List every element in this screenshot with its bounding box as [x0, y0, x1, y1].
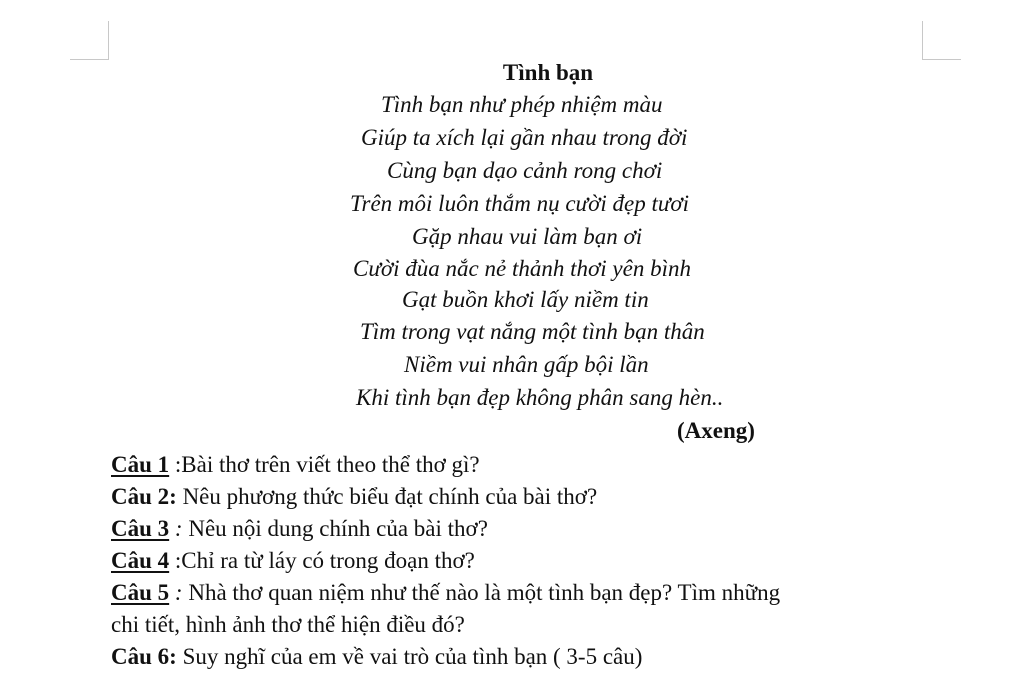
poem-line: Cùng bạn dạo cảnh rong chơi: [387, 158, 663, 183]
poem-line: Tình bạn như phép nhiệm màu: [381, 92, 663, 117]
question-separator: :: [169, 516, 183, 541]
poem-title: Tình bạn: [502, 60, 594, 85]
question-label: Câu 3: [111, 516, 170, 541]
question-separator: :: [169, 548, 182, 573]
question-text: Nhà thơ quan niệm như thế nào là một tình bạn đẹp? Tìm những: [182, 580, 781, 605]
question-item: [111, 449, 951, 481]
question-continuation: [111, 609, 951, 641]
poem-line: Tìm trong vạt nắng một tình bạn thân: [360, 319, 705, 344]
page-corner-mark-top-left: [70, 21, 109, 60]
poem-line: Trên môi luôn thắm nụ cười đẹp tươi: [350, 191, 690, 216]
question-item: [111, 641, 951, 673]
question-text: Suy nghĩ của em về vai trò của tình bạn ( 3-5 câu): [176, 644, 643, 669]
poem-line: Niềm vui nhân gấp bội lần: [404, 352, 649, 377]
question-label: Câu 5: [111, 580, 170, 605]
question-label: Câu 2:: [111, 484, 177, 509]
question-item: [111, 545, 951, 577]
question-label: Câu 1: [111, 452, 170, 477]
poem-author: (Axeng): [677, 418, 755, 443]
question-item: [111, 513, 951, 545]
question-separator: :: [169, 452, 182, 477]
question-item: [111, 577, 951, 609]
poem-line: Cười đùa nắc nẻ thảnh thơi yên bình: [353, 256, 691, 281]
question-text: Bài thơ trên viết theo thể thơ gì?: [181, 452, 480, 477]
poem-line: Gặp nhau vui làm bạn ơi: [412, 224, 643, 249]
question-text: Nêu phương thức biểu đạt chính của bài thơ?: [176, 484, 598, 509]
question-label: Câu 4: [111, 548, 170, 573]
question-text: Chỉ ra từ láy có trong đoạn thơ?: [181, 548, 475, 573]
question-text: Nêu nội dung chính của bài thơ?: [182, 516, 488, 541]
poem-line: Giúp ta xích lại gần nhau trong đời: [361, 125, 688, 150]
question-label: Câu 6:: [111, 644, 177, 669]
question-separator: :: [169, 580, 183, 605]
question-text-continued: chi tiết, hình ảnh thơ thể hiện điều đó?: [111, 612, 465, 637]
poem-line: Gạt buồn khơi lấy niềm tin: [402, 287, 649, 312]
page-corner-mark-top-right: [922, 21, 961, 60]
question-list: [111, 449, 951, 673]
question-item: [111, 481, 951, 513]
poem-line: Khi tình bạn đẹp không phân sang hèn..: [356, 385, 724, 410]
